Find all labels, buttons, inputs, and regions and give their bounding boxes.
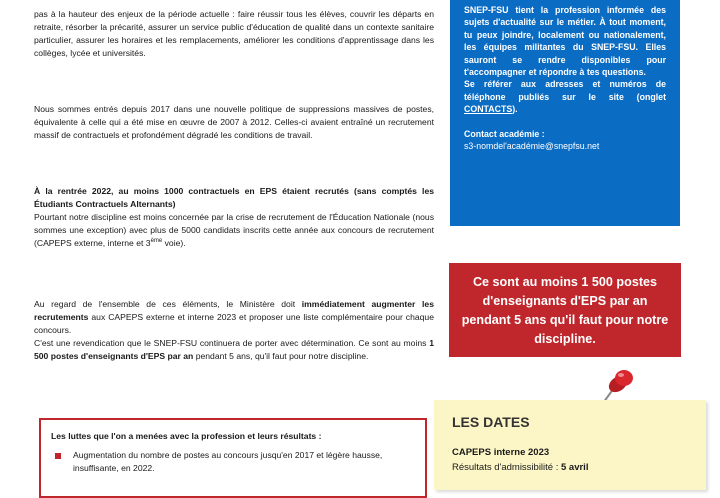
- rentree-2022-body: Pourtant notre discipline est moins concernée par la crise de recrutement de l'Éducation Nationale (nous sommes une exception) avec plus de 5000 candidats inscrits cette année aux concours de recrutement (CAPEPS externe, interne et 3: [34, 212, 434, 248]
- revendication-tail: pendant 5 ans, qu'il faut pour notre discipline.: [193, 351, 369, 361]
- rentree-2022-headline: À la rentrée 2022, au moins 1000 contractuels en EPS étaient recrutés (sans comptés les Étudiants Contractuels Alternants): [34, 186, 434, 209]
- snep-info-box: [450, 0, 680, 226]
- rentree-2022-end: voie).: [162, 238, 186, 248]
- contact-tail: ).: [512, 104, 518, 115]
- paragraph-suppressions: Nous sommes entrés depuis 2017 dans une nouvelle politique de suppressions massives de postes, équivalente à celle qui a été mise en œuvre de 2007 à 2012. Celles-ci avaient entraîné un recrutement massif de contractuels et profondément dégradé les conditions de travail.: [34, 104, 434, 140]
- contact-academie-label: Contact académie :: [464, 128, 545, 139]
- dates-line-value: 5 avril: [561, 462, 589, 473]
- revendication-text: [34, 337, 434, 363]
- luttes-title: Les luttes que l'on a menées avec la profession et leurs résultats :: [51, 431, 322, 441]
- paragraph-rentree-2022: [34, 185, 434, 250]
- rentree-2022-text: [34, 211, 434, 250]
- red-square-bullet-icon: [55, 453, 61, 459]
- ministere-lead: Au regard de l'ensemble de ces éléments, le Ministère doit: [34, 299, 302, 309]
- dates-title: LES DATES: [452, 414, 530, 430]
- dates-subtitle: CAPEPS interne 2023: [452, 447, 550, 458]
- dates-line-label: Résultats d'admissibilité :: [452, 462, 561, 473]
- contact-lead: Se référer aux adresses et numéros de téléphone publiés sur le site (onglet: [464, 79, 666, 102]
- snep-contact-text: [464, 78, 666, 115]
- ministere-tail: aux CAPEPS externe et interne 2023 et proposer une liste complémentaire pour chaque concours.: [34, 312, 434, 335]
- dates-note: [434, 400, 706, 490]
- luttes-box: [39, 418, 427, 498]
- paragraph-revendication: [34, 298, 434, 363]
- superscript-eme: ème: [150, 238, 163, 245]
- revendication-emphasis: 1 500 postes d'enseignants d'EPS par an: [34, 338, 434, 361]
- dates-line: [452, 459, 706, 477]
- contacts-link[interactable]: CONTACTS: [464, 104, 513, 115]
- list-item: [51, 449, 415, 475]
- postes-callout: Ce sont au moins 1 500 postes d'enseignants d'EPS par an pendant 5 ans qu'il faut pour notre discipline.: [449, 263, 681, 357]
- snep-info-text: SNEP-FSU tient la profession informée des sujets d'actualité sur le métier. À tout moment, tu peux joindre, localement ou nationalement, les équipes militantes du SNEP-FSU. Elles sauront se rendre disponibles pour t'accompagner et répondre à tes questions.: [464, 5, 666, 78]
- revendication-lead: C'est une revendication que le SNEP-FSU continuera de porter avec détermination. Ce sont au moins: [34, 338, 430, 348]
- ministere-text: [34, 298, 434, 337]
- ministere-emphasis: immédiatement augmenter les recrutements: [34, 299, 434, 322]
- luttes-item-text: Augmentation du nombre de postes au concours jusqu'en 2017 et légère hausse, insuffisante, en 2022.: [73, 450, 383, 473]
- paragraph-enjeux: pas à la hauteur des enjeux de la période actuelle : faire réussir tous les élèves, couvrir les départs en retraite, résorber la précarité, assurer un service public d'éducation de qualité dans un contexte sanitaire particulier, assurer les horaires et les remplacements, améliorer les conditions d'apprentissage dans les collèges, lycée et universités.: [34, 9, 434, 58]
- contact-email-link[interactable]: s3-nomdel'académie@snepfsu.net: [464, 141, 600, 152]
